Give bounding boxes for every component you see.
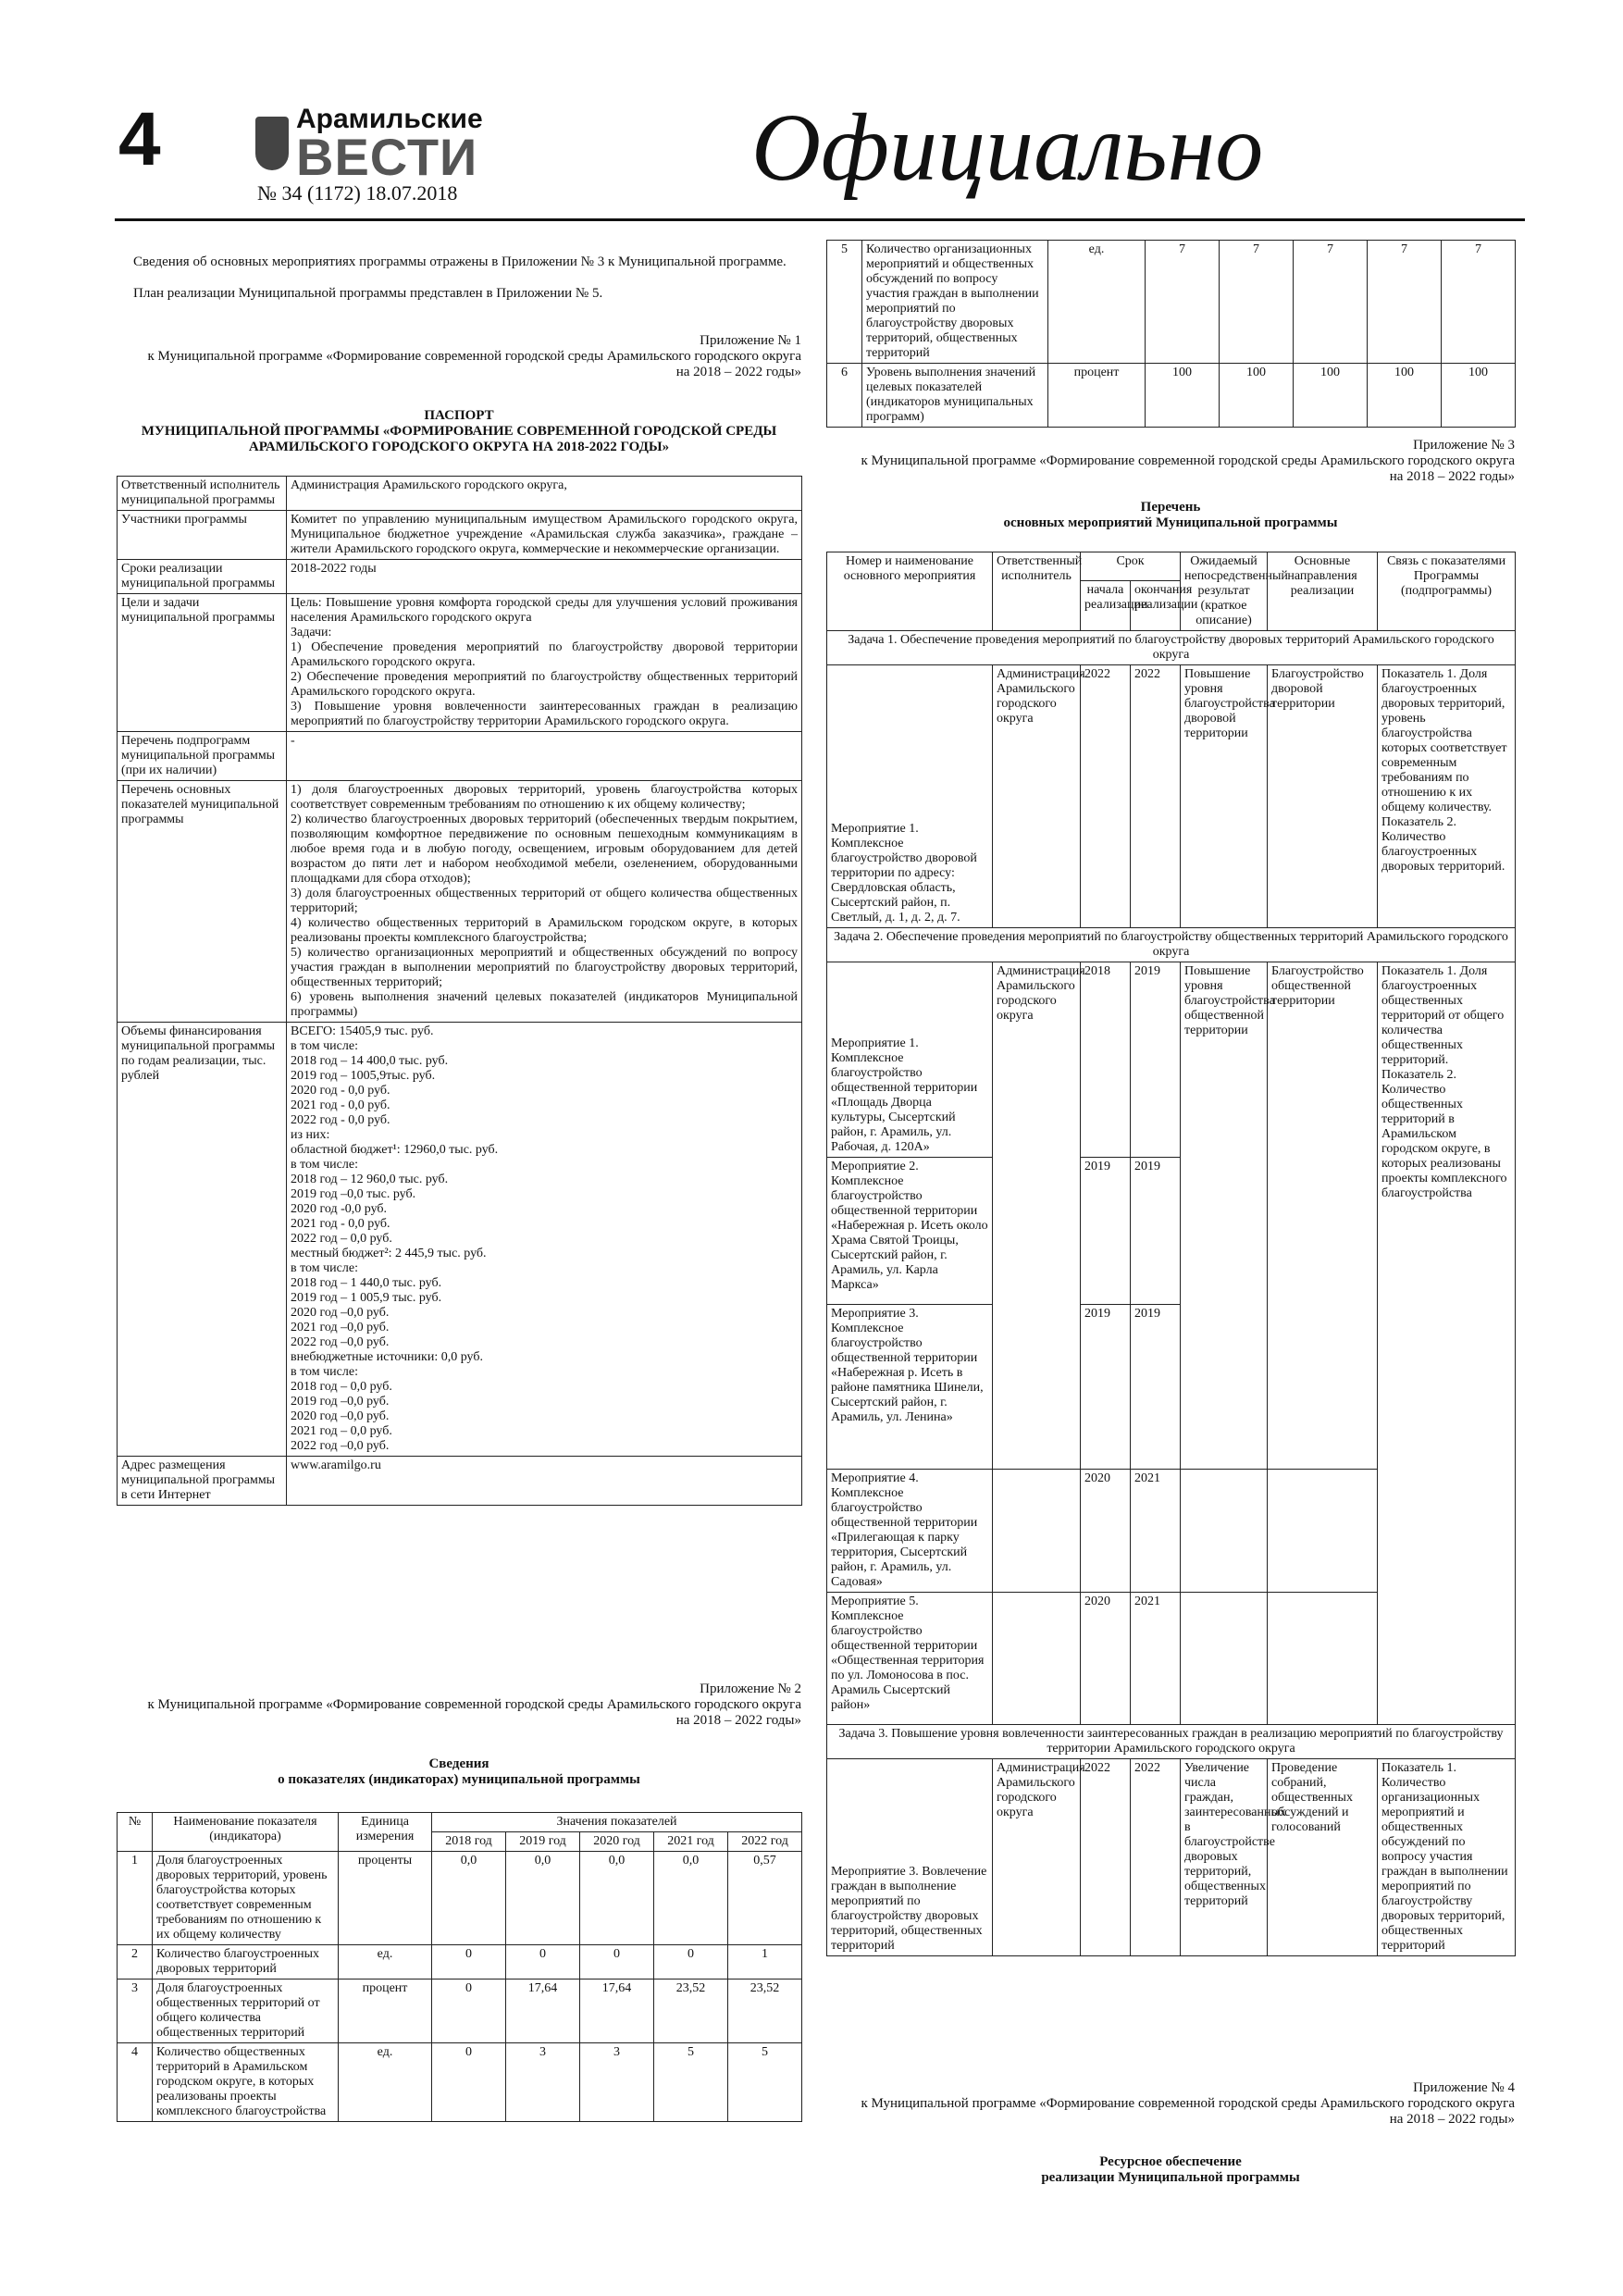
passport-value: 2018-2022 годы <box>287 560 802 594</box>
col-num: № <box>118 1813 153 1852</box>
indicator-number: 6 <box>827 364 862 428</box>
table-row <box>118 1980 802 2043</box>
measure-2-4-responsible <box>993 1470 1081 1593</box>
indicator-value: 100 <box>1442 364 1516 428</box>
resurs-title: Ресурсное обеспечение <box>1099 2154 1242 2169</box>
intro-text-1: Сведения об основных мероприятиях программы отражены в Приложении № 3 к Муниципальной программе. <box>133 254 787 269</box>
measure-3-end: 2022 <box>1131 1759 1181 1956</box>
measure-2-1-name: Мероприятие 1. Комплексное благоустройство общественной территории «Площадь Дворца культуры, Сысертский район, г. Арамиль, ул. Рабочая, д. 120А» <box>827 962 993 1158</box>
indicator-value: 23,52 <box>728 1980 802 2043</box>
indicators-table-continued <box>826 240 1516 428</box>
passport-label: Перечень подпрограмм муниципальной программы (при их наличии) <box>118 732 287 781</box>
measure-2-3-name: Мероприятие 3. Комплексное благоустройство общественной территории «Набережная р. Исеть в районе памятника Шинели, Сысертский район, г. Арамиль, ул. Ленина» <box>827 1305 993 1470</box>
task-1: Задача 1. Обеспечение проведения мероприятий по благоустройству дворовых территорий Арамильского городского округа <box>827 631 1516 665</box>
passport-row <box>118 1457 802 1506</box>
indicator-value: 17,64 <box>506 1980 580 2043</box>
passport-value: www.aramilgo.ru <box>287 1457 802 1506</box>
measure-2-5-responsible <box>993 1593 1081 1725</box>
task-2: Задача 2. Обеспечение проведения мероприятий по благоустройству общественных территорий Арамильского городского округа <box>827 928 1516 962</box>
measure-2-2-name: Мероприятие 2. Комплексное благоустройство общественной территории «Набережная р. Исеть около Храма Святой Троицы, Сысертский район, г. Арамиль, ул. Карла Маркса» <box>827 1158 993 1305</box>
indicator-value: 100 <box>1294 364 1368 428</box>
indicator-value: 7 <box>1442 241 1516 364</box>
passport-row <box>118 511 802 560</box>
measure-2-5-name: Мероприятие 5. Комплексное благоустройство общественной территории «Общественная территория по ул. Ломоносова в пос. Арамиль Сысертский район» <box>827 1593 993 1725</box>
passport-label: Перечень основных показателей муниципальной программы <box>118 781 287 1023</box>
col-end: окончания реализации <box>1131 580 1181 630</box>
indicator-number: 5 <box>827 241 862 364</box>
measure-2-2-end: 2019 <box>1131 1158 1181 1305</box>
measure-3-name: Мероприятие 3. Вовлечение граждан в выполнение мероприятий по благоустройству дворовых территорий, общественных территорий <box>827 1759 993 1956</box>
measure-3-link: Показатель 1. Количество организационных мероприятий и общественных обсуждений по вопросу участия граждан в выполнении мероприятий по благоустройству дворовых территорий, общественных территорий <box>1378 1759 1516 1956</box>
newspaper-name-line2: ВЕСТИ <box>296 128 478 186</box>
indicator-unit: процент <box>1048 364 1146 428</box>
measure-2-4-start: 2020 <box>1081 1470 1131 1593</box>
table-row <box>118 1945 802 1980</box>
appendix-1-title: Приложение № 1 <box>700 333 801 348</box>
newspaper-name-line1: Арамильские <box>296 104 483 134</box>
col-directions: Основные направления реализации <box>1268 552 1378 631</box>
col-year: 2021 год <box>654 1832 728 1852</box>
indicator-number: 1 <box>118 1852 153 1945</box>
measure-2-4-result <box>1181 1470 1268 1593</box>
appendix-2-text: к Муниципальной программе «Формирование современной городской среды Арамильского городского округа на 2018 – 2022 годы» <box>147 1697 801 1728</box>
col-measure-name: Номер и наименование основного мероприятия <box>827 552 993 631</box>
col-year: 2019 год <box>506 1832 580 1852</box>
crest-icon <box>255 117 289 170</box>
measure-2-5-end: 2021 <box>1131 1593 1181 1725</box>
indicator-value: 17,64 <box>580 1980 654 2043</box>
indicator-unit: ед. <box>339 2043 432 2122</box>
appendix-4-title: Приложение № 4 <box>1413 2080 1515 2095</box>
measure-3-responsible: Администрация Арамильского городского округа <box>993 1759 1081 1956</box>
measure-1-directions: Благоустройство дворовой территории <box>1268 665 1378 928</box>
passport-row <box>118 1023 802 1457</box>
measure-3-result: Увеличение числа граждан, заинтересованных в благоустройстве дворовых территорий, общественных территорий <box>1181 1759 1268 1956</box>
page-number: 4 <box>118 97 161 181</box>
passport-label: Адрес размещения муниципальной программы в сети Интернет <box>118 1457 287 1506</box>
indicator-name: Количество благоустроенных дворовых территорий <box>153 1945 339 1980</box>
indicator-value: 100 <box>1146 364 1220 428</box>
perechen-subtitle: основных мероприятий Муниципальной программы <box>1003 515 1338 530</box>
col-indicator-name: Наименование показателя (индикатора) <box>153 1813 339 1852</box>
indicator-value: 0 <box>432 1980 506 2043</box>
section-title: Официально <box>751 94 1264 201</box>
indicator-name: Количество организационных мероприятий и общественных обсуждений по вопросу участия граждан в выполнении мероприятий по благоустройству дворовых территорий, общественных территорий <box>862 241 1048 364</box>
svedeniya-title: Сведения <box>428 1756 489 1771</box>
table-row <box>118 1852 802 1945</box>
measure-2-3-start: 2019 <box>1081 1305 1131 1470</box>
measure-1-link: Показатель 1. Доля благоустроенных дворовых территорий, уровень благоустройства которых соответствует современным требованиям по отношению к их общему количеству. Показатель 2. Количество благоустроенных дворовых территорий. <box>1378 665 1516 928</box>
indicators-table <box>117 1812 802 2122</box>
indicator-name: Доля благоустроенных общественных территорий от общего количества общественных территорий <box>153 1980 339 2043</box>
indicator-value: 0 <box>580 1945 654 1980</box>
indicator-value: 7 <box>1220 241 1294 364</box>
indicator-name: Количество общественных территорий в Арамильском городском округе, в которых реализованы проекты комплексного благоустройства <box>153 2043 339 2122</box>
measure-1-start: 2022 <box>1081 665 1131 928</box>
indicator-value: 0 <box>432 1945 506 1980</box>
measure-2-5-directions <box>1268 1593 1378 1725</box>
passport-row <box>118 732 802 781</box>
indicator-unit: процент <box>339 1980 432 2043</box>
intro-text-2: План реализации Муниципальной программы представлен в Приложении № 5. <box>133 286 603 301</box>
col-responsible: Ответственный исполнитель <box>993 552 1081 631</box>
measure-2-2-start: 2019 <box>1081 1158 1131 1305</box>
indicator-value: 7 <box>1294 241 1368 364</box>
perechen-title: Перечень <box>1140 500 1201 515</box>
measure-2-5-result <box>1181 1593 1268 1725</box>
svedeniya-subtitle: о показателях (индикаторах) муниципальной программы <box>278 1772 640 1787</box>
passport-title: ПАСПОРТ <box>424 408 494 423</box>
indicator-value: 3 <box>506 2043 580 2122</box>
measure-2-1-end: 2019 <box>1131 962 1181 1158</box>
passport-row <box>118 594 802 732</box>
indicator-value: 0 <box>506 1945 580 1980</box>
passport-value: Комитет по управлению муниципальным имуществом Арамильского городского округа, Муниципальное бюджетное учреждение «Арамильская служба заказчика», граждане – жители Арамильского городского округа, коммерческие и некоммерческие организации. <box>287 511 802 560</box>
appendix-2-title: Приложение № 2 <box>700 1682 801 1696</box>
col-link: Связь с показателями Программы (подпрограммы) <box>1378 552 1516 631</box>
measure-2-4-directions <box>1268 1470 1378 1593</box>
passport-value: Цель: Повышение уровня комфорта городской среды для улучшения условий проживания населения Арамильского городского округа Задачи: 1) Обеспечение проведения мероприятий по благоустройству дворовой территории Арамильского городского округа. 2) Обеспечение проведения мероприятий по благоустройству общественных территорий Арамильского городского округа. 3) Повышение уровня вовлеченности заинтересованных граждан в реализацию мероприятий по благоустройству территории Арамильского городского округа. <box>287 594 802 732</box>
indicator-value: 7 <box>1368 241 1442 364</box>
measure-1-responsible: Администрация Арамильского городского округа <box>993 665 1081 928</box>
table-row <box>827 241 1516 364</box>
measure-2-result: Повышение уровня благоустройства общественной территории <box>1181 962 1268 1470</box>
passport-row <box>118 560 802 594</box>
indicator-value: 7 <box>1146 241 1220 364</box>
indicator-value: 5 <box>654 2043 728 2122</box>
appendix-3-text: к Муниципальной программе «Формирование современной городской среды Арамильского городского округа на 2018 – 2022 годы» <box>861 453 1515 484</box>
indicator-unit: ед. <box>1048 241 1146 364</box>
measure-2-4-name: Мероприятие 4. Комплексное благоустройство общественной территории «Прилегающая к парку территория, Сысертский район, г. Арамиль, ул. Садовая» <box>827 1470 993 1593</box>
passport-value: Администрация Арамильского городского округа, <box>287 477 802 511</box>
passport-value: 1) доля благоустроенных дворовых территорий, уровень благоустройства которых соответствует современным требованиям по отношению к их общему количеству; 2) количество благоустроенных дворовых территорий (обеспеченных твердым покрытием, позволяющим комфортное передвижение по основным пешеходным коммуникациям в любое время года и в любую погоду, освещением, игровым оборудованием для детей возрастом до пяти лет и набором необходимой мебели, озеленением, оборудованными площадками для сбора отходов); 3) доля благоустроенных общественных территорий от общего количества общественных территорий; 4) количество общественных территорий в Арамильском городском округе, в которых реализованы проекты комплексного благоустройства; 5) количество организационных мероприятий и общественных обсуждений по вопросу участия граждан в выполнении мероприятий по благоустройству дворовых территорий, общественных территорий; 6) уровень выполнения значений целевых показателей (индикаторов Муниципальной программы) <box>287 781 802 1023</box>
measure-2-link: Показатель 1. Доля благоустроенных общественных территорий от общего количества общественных территорий. Показатель 2. Количество общественных территорий в Арамильском городском округе, в которых реализованы проекты комплексного благоустройства <box>1378 962 1516 1725</box>
indicator-value: 1 <box>728 1945 802 1980</box>
passport-value: ВСЕГО: 15405,9 тыс. руб. в том числе: 2018 год – 14 400,0 тыс. руб. 2019 год – 1005,9тыс. руб. 2020 год - 0,0 руб. 2021 год - 0,0 руб. 2022 год - 0,0 руб. из них: областной бюджет¹: 12960,0 тыс. руб. в том числе: 2018 год – 12 960,0 тыс. руб. 2019 год –0,0 тыс. руб. 2020 год -0,0 руб. 2021 год - 0,0 руб. 2022 год – 0,0 руб. местный бюджет²: 2 445,9 тыс. руб. в том числе: 2018 год – 1 440,0 тыс. руб. 2019 год – 1 005,9 тыс. руб. 2020 год –0,0 руб. 2021 год –0,0 руб. 2022 год –0,0 руб. внебюджетные источники: 0,0 руб. в том числе: 2018 год – 0,0 руб. 2019 год –0,0 руб. 2020 год –0,0 руб. 2021 год – 0,0 руб. 2022 год –0,0 руб. <box>287 1023 802 1457</box>
passport-label: Сроки реализации муниципальной программы <box>118 560 287 594</box>
indicator-value: 3 <box>580 2043 654 2122</box>
task-3: Задача 3. Повышение уровня вовлеченности заинтересованных граждан в реализацию мероприятий по благоустройству территории Арамильского городского округа <box>827 1725 1516 1759</box>
col-result: Ожидаемый непосредственный результат (краткое описание) <box>1181 552 1268 631</box>
indicator-value: 0 <box>432 2043 506 2122</box>
passport-table <box>117 476 802 1506</box>
passport-label: Ответственный исполнитель муниципальной программы <box>118 477 287 511</box>
col-unit: Единица измерения <box>339 1813 432 1852</box>
indicator-value: 0,57 <box>728 1852 802 1945</box>
indicator-unit: проценты <box>339 1852 432 1945</box>
passport-label: Цели и задачи муниципальной программы <box>118 594 287 732</box>
indicator-value: 0,0 <box>580 1852 654 1945</box>
passport-row <box>118 477 802 511</box>
measure-2-5-start: 2020 <box>1081 1593 1131 1725</box>
col-year: 2022 год <box>728 1832 802 1852</box>
indicator-value: 100 <box>1220 364 1294 428</box>
passport-label: Участники программы <box>118 511 287 560</box>
measure-2-3-end: 2019 <box>1131 1305 1181 1470</box>
indicator-value: 0,0 <box>654 1852 728 1945</box>
table-row <box>827 364 1516 428</box>
measure-3-directions: Проведение собраний, общественных обсуждений и голосований <box>1268 1759 1378 1956</box>
header-rule <box>115 218 1525 221</box>
col-term: Срок <box>1081 552 1181 581</box>
table-row <box>118 2043 802 2122</box>
indicator-value: 5 <box>728 2043 802 2122</box>
measure-1-result: Повышение уровня благоустройства дворовой территории <box>1181 665 1268 928</box>
indicator-value: 0,0 <box>432 1852 506 1945</box>
measure-2-directions: Благоустройство общественной территории <box>1268 962 1378 1470</box>
col-values: Значения показателей <box>432 1813 802 1832</box>
resurs-subtitle: реализации Муниципальной программы <box>1041 2170 1300 2185</box>
passport-subtitle: МУНИЦИПАЛЬНОЙ ПРОГРАММЫ «ФОРМИРОВАНИЕ СОВРЕМЕННОЙ ГОРОДСКОЙ СРЕДЫ АРАМИЛЬСКОГО ГОРОДСКОГО ОКРУГА НА 2018-2022 ГОДЫ» <box>141 424 777 454</box>
appendix-3-title: Приложение № 3 <box>1413 438 1515 453</box>
measures-table <box>826 552 1516 1956</box>
indicator-value: 100 <box>1368 364 1442 428</box>
indicator-name: Уровень выполнения значений целевых показателей (индикаторов муниципальных программ) <box>862 364 1048 428</box>
col-year: 2018 год <box>432 1832 506 1852</box>
col-start: начала реализации <box>1081 580 1131 630</box>
indicator-value: 0,0 <box>506 1852 580 1945</box>
issue-number: № 34 (1172) 18.07.2018 <box>257 181 458 205</box>
measure-3-start: 2022 <box>1081 1759 1131 1956</box>
measure-1-name: Мероприятие 1. Комплексное благоустройство дворовой территории по адресу: Свердловская область, Сысертский район, п. Светлый, д. 1, д. 2, д. 7. <box>827 665 993 928</box>
measure-2-1-start: 2018 <box>1081 962 1131 1158</box>
measure-2-4-end: 2021 <box>1131 1470 1181 1593</box>
indicator-number: 3 <box>118 1980 153 2043</box>
indicator-value: 23,52 <box>654 1980 728 2043</box>
indicator-number: 4 <box>118 2043 153 2122</box>
passport-row <box>118 781 802 1023</box>
passport-value: - <box>287 732 802 781</box>
indicator-unit: ед. <box>339 1945 432 1980</box>
measure-2-responsible: Администрация Арамильского городского округа <box>993 962 1081 1470</box>
appendix-4-text: к Муниципальной программе «Формирование современной городской среды Арамильского городского округа на 2018 – 2022 годы» <box>861 2096 1515 2127</box>
measure-1-end: 2022 <box>1131 665 1181 928</box>
indicator-number: 2 <box>118 1945 153 1980</box>
passport-label: Объемы финансирования муниципальной программы по годам реализации, тыс. рублей <box>118 1023 287 1457</box>
indicator-value: 0 <box>654 1945 728 1980</box>
appendix-1-text: к Муниципальной программе «Формирование современной городской среды Арамильского городского округа на 2018 – 2022 годы» <box>147 349 801 379</box>
col-year: 2020 год <box>580 1832 654 1852</box>
indicator-name: Доля благоустроенных дворовых территорий, уровень благоустройства которых соответствует современным требованиям по отношению к их общему количеству <box>153 1852 339 1945</box>
